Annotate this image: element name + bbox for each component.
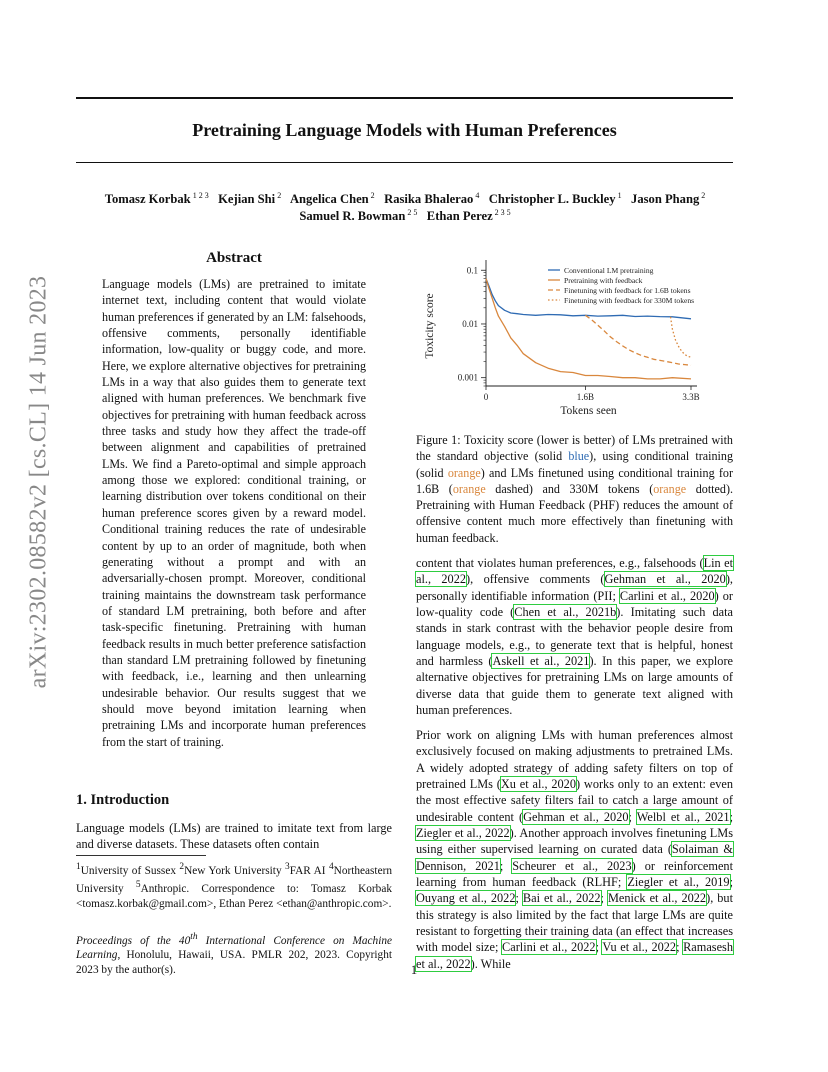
proceedings-details: , Honolulu, Hawaii, USA. PMLR 202, 2023. Copyright 2023 by the author(s). xyxy=(76,949,392,976)
citation-link[interactable]: Chen et al., 2021b xyxy=(514,605,617,620)
caption-color-blue: blue xyxy=(568,449,590,464)
citation-link[interactable]: Lin et al., 2022 xyxy=(416,556,733,587)
body-text: ; xyxy=(676,940,684,955)
citation-link[interactable]: Scheurer et al., 2023 xyxy=(512,858,632,873)
y-tick-label: 0.01 xyxy=(462,318,478,329)
citation-link[interactable]: Ziegler et al., 2019 xyxy=(627,875,730,890)
figure-1-chart xyxy=(416,252,733,422)
legend-entry: Finetuning with feedback for 330M tokens xyxy=(564,295,695,305)
author-affiliation-marker: 1 xyxy=(615,191,622,200)
figure-label: Figure 1: xyxy=(416,433,461,447)
x-tick-label: 3.3B xyxy=(682,392,700,402)
body-text: ), personally identifiable information (PII; xyxy=(416,572,733,603)
citation-link[interactable]: Carlini et al., 2022 xyxy=(502,940,596,955)
body-text: ; xyxy=(515,891,523,906)
correspondence-text: Correspondence to: Tomasz Korbak <tomasz.korbak@gmail.com>, Ethan Perez <ethan@anthropic.com>. xyxy=(76,883,392,910)
citation-link[interactable]: Gehman et al., 2020 xyxy=(604,572,726,587)
body-text: ; xyxy=(729,875,733,890)
author-list-line-2 xyxy=(60,208,750,224)
author-list-line-1 xyxy=(60,191,750,207)
toxicity-chart xyxy=(416,252,733,422)
body-paragraph-1 xyxy=(416,555,733,718)
citation-link[interactable]: Carlini et al., 2020 xyxy=(619,588,715,603)
body-text: ), offensive comments ( xyxy=(466,572,605,587)
citation-link[interactable]: Solaiman & Dennison, 2021 xyxy=(416,842,733,873)
y-axis-label: Toxicity score xyxy=(424,293,436,359)
affiliation-name: Anthropic. xyxy=(140,883,202,896)
x-axis-label: Tokens seen xyxy=(560,405,617,417)
caption-color-orange: orange xyxy=(447,465,481,480)
arxiv-identifier: arXiv:2302.08582v2 [cs.CL] 14 Jun 2023 xyxy=(25,275,52,689)
caption-text: dashed) and 330M tokens ( xyxy=(485,481,654,496)
author-affiliation-marker: 4 xyxy=(473,191,480,200)
citation-link[interactable]: Vu et al., 2022 xyxy=(602,940,677,955)
citation-link[interactable]: Ramasesh et al., 2022 xyxy=(416,940,733,971)
intro-paragraph: Language models (LMs) are trained to imitate text from large and diverse datasets. These datasets often contain xyxy=(76,821,392,851)
body-text: content that violates human preferences, e.g., falsehoods ( xyxy=(416,556,704,570)
author-name: Rasika Bhalerao xyxy=(384,192,474,207)
affiliation-marker: 4 xyxy=(328,862,334,872)
body-text: Prior work on aligning LMs with human preferences almost exclusively focused on making adjustments to pretrained LMs. A widely adopted strategy of adding safety filters on top of pretrained LMs ( xyxy=(416,728,733,792)
caption-color-orange: orange xyxy=(452,481,486,496)
citation-link[interactable]: Askell et al., 2021 xyxy=(492,654,590,669)
figure-1-caption xyxy=(416,432,733,546)
affiliation-name: University of Sussex xyxy=(80,864,180,877)
abstract-text: Language models (LMs) are pretrained to imitate internet text, including content that would violate human preferences if generated by an LM: falsehoods, offensive comments, personally identifiable information, low-quality or buggy code, and more. Here, we explore alternative objectives for pretraining LMs in a way that also guides them to generate text aligned with human preferences. We benchmark five objectives for pretraining with human feedback across three tasks and study how they affect the trade-off between alignment and capabilities of pretrained LMs. We find a Pareto-optimal and simple approach among those we explored: conditional training, or learning distribution over tokens conditional on their human preference scores given by a reward model. Conditional training reduces the rate of undesirable content by up to an order of magnitude, both when generating without a prompt and with an adversarially-chosen prompt. Moreover, conditional training maintains the downstream task performance of standard LM pretraining, both before and after task-specific finetuning. Pretraining with human feedback results in much better preference satisfaction than standard LM pretraining followed by finetuning with feedback, i.e., learning and then unlearning undesirable behavior. Our results suggest that we should move beyond imitation learning when pretraining LMs and incorporate human preferences from the start of training. xyxy=(102,277,366,749)
body-text: ) or reinforcement learning from human feedback (RLHF; xyxy=(416,858,733,890)
author-name: Tomasz Korbak xyxy=(104,192,191,207)
caption-color-orange: orange xyxy=(653,481,687,496)
affiliation-marker: 1 xyxy=(76,862,81,872)
body-text: ). Another approach involves finetuning LMs using either supervised learning on curated data ( xyxy=(416,826,733,857)
caption-text: Toxicity score (lower is better) of LMs pretrained with the standard objective (solid xyxy=(416,433,733,464)
section-heading-introduction: 1. Introduction xyxy=(76,792,170,808)
author-affiliation-marker: 2 xyxy=(275,191,282,200)
body-text: ). Imitating such data stands in stark contrast with the behavior people desire from language models, e.g., to generate text that is helpful, honest and harmless ( xyxy=(416,605,733,669)
author-affiliation-marker: 1 2 3 xyxy=(190,191,209,200)
abstract-heading: Abstract xyxy=(206,250,262,266)
author-affiliation-marker: 2 3 5 xyxy=(492,208,511,217)
conference-number-suffix: th xyxy=(190,932,198,942)
title-rule-bottom xyxy=(76,162,733,163)
caption-text: dotted). Pretraining with Human Feedback (PHF) reduces the amount of offensive content much more effectively than finetuning with human feedback. xyxy=(416,481,734,545)
body-text: ) or low-quality code ( xyxy=(416,588,733,620)
page-title: Pretraining Language Models with Human Preferences xyxy=(192,120,617,140)
legend-entry: Conventional LM pretraining xyxy=(564,265,654,275)
body-text: ), but this strategy is also limited by the fact that large LMs are quite resistant to forgetting their training data (an effect that increases with model size; xyxy=(416,891,733,955)
affiliation-marker: 5 xyxy=(135,880,141,891)
legend-entry: Finetuning with feedback for 1.6B tokens xyxy=(564,285,691,295)
body-text: ; xyxy=(499,858,513,873)
citation-link[interactable]: Bai et al., 2022 xyxy=(522,891,601,906)
body-paragraph-2 xyxy=(416,727,733,972)
author-name: Ethan Perez xyxy=(426,209,493,224)
caption-text: ), using conditional training (solid xyxy=(416,449,733,480)
y-tick-label: 0.001 xyxy=(457,372,478,383)
x-tick-label: 0 xyxy=(483,392,489,402)
legend-entry: Pretraining with feedback xyxy=(564,275,643,285)
page-number: 1 xyxy=(410,963,418,977)
body-text: ; xyxy=(628,809,637,824)
author-name: Kejian Shi xyxy=(218,192,276,207)
author-affiliation-marker: 2 xyxy=(699,191,706,200)
body-text: ; xyxy=(600,891,608,906)
author-affiliation-marker: 2 xyxy=(368,191,375,200)
citation-link[interactable]: Gehman et al., 2020 xyxy=(523,809,629,824)
author-name: Angelica Chen xyxy=(289,192,369,207)
conference-name: International Conference on Machine Learning xyxy=(76,934,392,962)
citation-link[interactable]: Menick et al., 2022 xyxy=(607,891,707,906)
citation-link[interactable]: Xu et al., 2020 xyxy=(500,777,576,792)
caption-text: ) and LMs finetuned using conditional training for 1.6B ( xyxy=(416,465,733,496)
citation-link[interactable]: Ouyang et al., 2022 xyxy=(416,891,516,906)
body-text: ; xyxy=(729,809,733,824)
body-text: ) works only to an extent: even the most effective safety filters fail to catch a large amount of undesirable content ( xyxy=(416,777,733,824)
footnote-rule xyxy=(76,855,206,856)
affiliation-name: Northeastern University xyxy=(76,864,392,896)
citation-link[interactable]: Ziegler et al., 2022 xyxy=(416,826,510,841)
author-name: Jason Phang xyxy=(631,192,700,207)
title-rule-top xyxy=(76,97,733,99)
affiliation-marker: 2 xyxy=(179,862,185,872)
proceedings-prefix: Proceedings of the xyxy=(76,934,171,947)
body-text: ; xyxy=(595,940,603,955)
affiliation-name: New York University xyxy=(184,864,285,877)
citation-link[interactable]: Welbl et al., 2021 xyxy=(636,809,730,824)
affiliation-marker: 3 xyxy=(285,862,290,872)
author-name: Samuel R. Bowman xyxy=(299,209,406,224)
conference-number: 40 xyxy=(178,934,191,947)
affiliation-footnote xyxy=(76,860,392,911)
series-line-4 xyxy=(671,317,692,358)
y-tick-label: 0.1 xyxy=(466,265,478,276)
author-affiliation-marker: 2 5 xyxy=(405,208,418,217)
affiliation-name: FAR AI xyxy=(289,864,329,877)
x-tick-label: 1.6B xyxy=(576,392,595,402)
author-name: Christopher L. Buckley xyxy=(488,192,616,207)
body-text: ). In this paper, we explore alternative objectives for pretraining LMs on large amounts of diverse data that guide them to generate text aligned with human preferences. xyxy=(416,654,734,718)
body-text: ). While xyxy=(470,956,511,971)
